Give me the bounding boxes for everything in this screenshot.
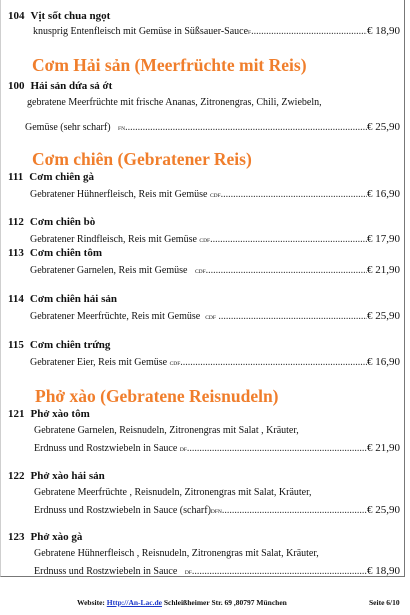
- item-description: Erdnuss und Rostzwiebeln in Sauce: [34, 443, 178, 454]
- menu-item-113: 113 Cơm chiên tôm Gebratener Garnelen, Reis mit Gemüse CDF ..... € 21,90: [8, 247, 400, 277]
- item-description: Erdnuss und Rostzwiebeln in Sauce: [34, 566, 178, 577]
- page-number: Seite 6/10: [369, 598, 400, 607]
- item-description-line1: Gebratene Hühnerfleisch , Reisnudeln, Zitronengras mit Salat, Kräuter,: [34, 548, 319, 559]
- item-number: 115: [8, 339, 24, 351]
- item-name: Vịt sốt chua ngọt: [30, 10, 111, 22]
- menu-item-111: 111 Cơm chiên gà Gebratener Hühnerfleisch, Reis mit Gemüse CDF ..... € 16,90: [8, 171, 400, 201]
- menu-item-112: 112 Cơm chiên bò Gebratener Rindfleisch, Reis mit Gemüse CDF ..... € 17,90: [8, 216, 400, 246]
- website-label: Website:: [77, 598, 105, 607]
- item-price: € 18,90: [367, 25, 400, 37]
- item-description: Gebratener Garnelen, Reis mit Gemüse: [30, 265, 188, 276]
- menu-item-114: 114 Cơm chiên hải sản Gebratener Meerfrüchte, Reis mit Gemüse CDF ..... € 25,90: [8, 293, 400, 323]
- item-description: Gebratener Meerfrüchte, Reis mit Gemüse: [30, 311, 201, 322]
- item-description: Gebratener Eier, Reis mit Gemüse: [30, 357, 168, 368]
- item-name: Phở xào tôm: [30, 408, 90, 420]
- item-price: € 25,90: [367, 121, 400, 133]
- item-price: € 17,90: [367, 233, 400, 245]
- item-name: Cơm chiên trứng: [29, 339, 111, 351]
- menu-item-100: 100 Hải sản dứa sả ớt gebratene Meerfrüchte mit frische Ananas, Zitronengras, Chili, Zwiebeln, Gemüse (sehr scharf) FN ..... € 25,90: [8, 80, 400, 134]
- item-price: € 25,90: [367, 310, 400, 322]
- address: Schleißheimer Str. 69 ,80797 München: [163, 598, 287, 607]
- item-price: € 16,90: [367, 356, 400, 368]
- menu-item-123: 123 Phở xào gà Gebratene Hühnerfleisch , Reisnudeln, Zitronengras mit Salat, Kräuter, Erdnuss und Rostzwiebeln in Sauce DF ..... € 18,90: [8, 531, 400, 578]
- item-name: Cơm chiên gà: [29, 171, 95, 183]
- leader-dots: [210, 234, 367, 246]
- leader-dots: [221, 189, 367, 201]
- item-number: 113: [8, 247, 24, 259]
- leader-dots: [218, 311, 367, 323]
- item-name: Cơm chiên bò: [29, 216, 96, 228]
- item-number: 111: [8, 171, 24, 183]
- menu-item-115: 115 Cơm chiên trứng Gebratener Eier, Reis mit Gemüse CDF ..... € 16,90: [8, 339, 400, 369]
- item-number: 123: [8, 531, 25, 543]
- leader-dots: [180, 357, 367, 369]
- section-heading-fried-noodles: Phở xào (Gebratene Reisnudeln): [35, 386, 279, 406]
- website-link[interactable]: Http://An-Lac.de: [106, 598, 163, 607]
- leader-dots: [125, 122, 367, 134]
- item-number: 122: [8, 470, 25, 482]
- leader-dots: [206, 265, 367, 277]
- leader-dots: [251, 26, 367, 38]
- item-description-line1: gebratene Meerfrüchte mit frische Ananas, Zitronengras, Chili, Zwiebeln,: [27, 97, 322, 108]
- item-name: Cơm chiên tôm: [29, 247, 102, 259]
- item-name: Cơm chiên hải sản: [29, 293, 117, 305]
- item-price: € 21,90: [367, 442, 400, 454]
- item-price: € 16,90: [367, 188, 400, 200]
- leader-dots: [187, 443, 367, 455]
- item-number: 112: [8, 216, 24, 228]
- section-heading-seafood-rice: Cơm Hải sản (Meerfrüchte mit Reis): [32, 55, 307, 75]
- item-name: Hải sản dứa sả ớt: [30, 80, 113, 92]
- item-price: € 21,90: [367, 264, 400, 276]
- menu-item-122: 122 Phở xào hải sản Gebratene Meerfrüchte , Reisnudeln, Zitronengras mit Salat, Kräuter, Erdnuss und Rostzwiebeln in Sauce (scharf) DFN ..... € 25,90: [8, 470, 400, 517]
- item-description: Gebratener Rindfleisch, Reis mit Gemüse: [30, 234, 197, 245]
- item-price: € 18,90: [367, 565, 400, 577]
- menu-item-121: 121 Phở xào tôm Gebratene Garnelen, Reisnudeln, Zitronengras mit Salat , Kräuter, Erdnuss und Rostzwiebeln in Sauce DF ..... € 21,90: [8, 408, 400, 455]
- item-description: knusprig Entenfleisch mit Gemüse in Süßsauer-Sauce: [33, 26, 249, 37]
- item-name: Phở xào gà: [30, 531, 83, 543]
- item-name: Phở xào hải sản: [30, 470, 105, 482]
- item-number: 114: [8, 293, 24, 305]
- item-number: 100: [8, 80, 25, 92]
- item-number: 121: [8, 408, 25, 420]
- footer-contact: [77, 598, 287, 608]
- item-description: Gebratener Hühnerfleisch, Reis mit Gemüse: [30, 189, 208, 200]
- leader-dots: [192, 566, 367, 578]
- item-price: € 25,90: [367, 504, 400, 516]
- item-number: 104: [8, 10, 25, 22]
- item-description-line1: Gebratene Garnelen, Reisnudeln, Zitronengras mit Salat , Kräuter,: [34, 425, 299, 436]
- menu-item-104: 104 Vịt sốt chua ngọt knusprig Entenfleisch mit Gemüse in Süßsauer-Sauce F ..... € 18,90: [8, 10, 400, 38]
- item-description-line1: Gebratene Meerfrüchte , Reisnudeln, Zitronengras mit Salat, Kräuter,: [34, 487, 312, 498]
- item-description: Erdnuss und Rostzwiebeln in Sauce (scharf): [34, 505, 211, 516]
- leader-dots: [222, 505, 367, 517]
- section-heading-fried-rice: Cơm chiên (Gebratener Reis): [32, 149, 252, 169]
- item-description: Gemüse (sehr scharf): [25, 122, 111, 133]
